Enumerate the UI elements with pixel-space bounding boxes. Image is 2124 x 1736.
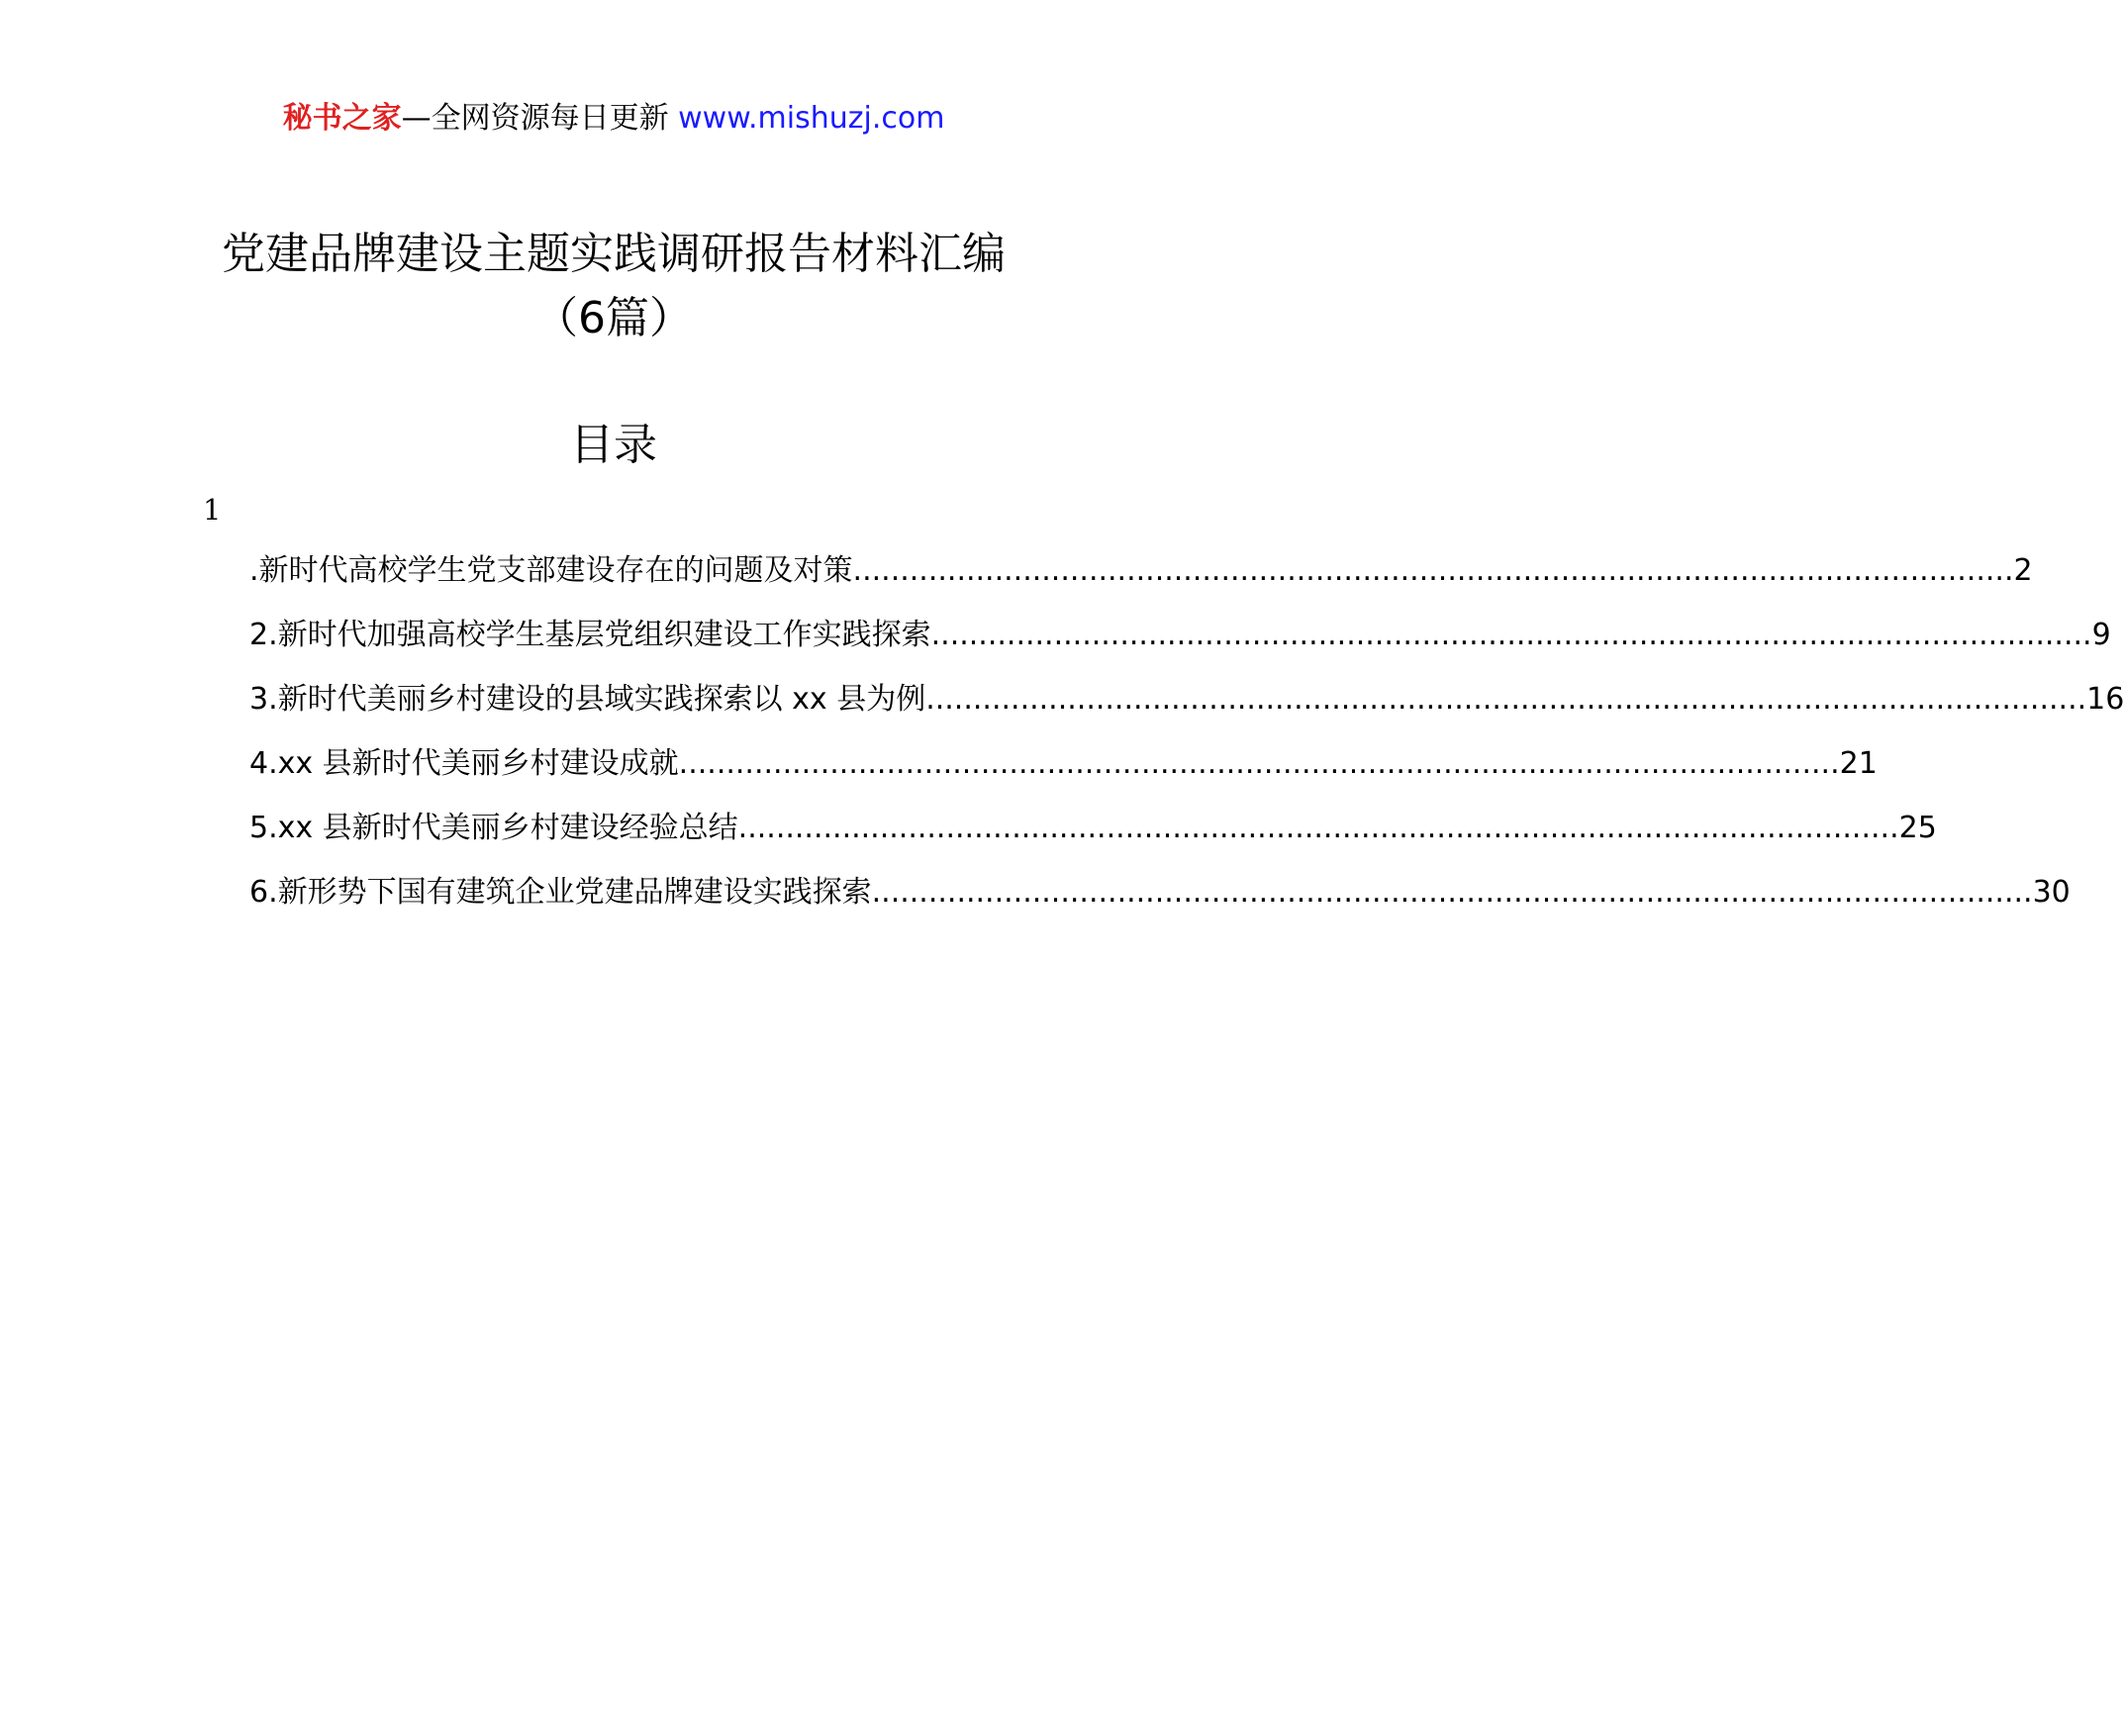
toc-entry-page: 30 [2032, 875, 2071, 910]
toc-entry-title: .新时代高校学生党支部建设存在的问题及对策 [249, 553, 853, 588]
toc-entry-title: 4.xx 县新时代美丽乡村建设成就 [249, 746, 679, 781]
toc-entry-page: 9 [2091, 618, 2111, 652]
toc-entry-page: 21 [1839, 746, 1878, 781]
toc-leader-dots [872, 871, 2033, 915]
site-url-link[interactable]: www.mishuzj.com [678, 101, 945, 136]
slogan: —全网资源每日更新 [401, 101, 669, 136]
site-header [0, 99, 1227, 139]
document-title: 党建品牌建设主题实践调研报告材料汇编 [222, 229, 1006, 279]
toc-entry-title: 2.新时代加强高校学生基层党组织建设工作实践探索 [249, 618, 931, 652]
toc-entry-page: 25 [1898, 811, 1937, 845]
toc-entry-title: 5.xx 县新时代美丽乡村建设经验总结 [249, 811, 738, 845]
toc-leader-dots [931, 614, 2092, 657]
document-title-count: （6篇） [534, 293, 693, 343]
toc-heading: 目录 [570, 420, 657, 470]
toc-leader-dots [738, 807, 1899, 850]
toc-entry[interactable] [249, 549, 2033, 614]
brand-name: 秘书之家 [282, 101, 402, 136]
toc-entry[interactable] [249, 742, 1878, 807]
section-number: 1 [203, 493, 222, 527]
table-of-contents [249, 549, 2124, 935]
toc-leader-dots [853, 549, 2014, 593]
toc-leader-dots [679, 742, 1840, 786]
toc-entry-title: 3.新时代美丽乡村建设的县域实践探索以 xx 县为例 [249, 682, 926, 717]
toc-entry[interactable] [249, 678, 2124, 742]
toc-entry[interactable] [249, 614, 2111, 678]
toc-entry-title: 6.新形势下国有建筑企业党建品牌建设实践探索 [249, 875, 872, 910]
toc-entry-page: 2 [2013, 553, 2033, 588]
toc-entry-page: 16 [2086, 682, 2124, 717]
toc-entry[interactable] [249, 871, 2071, 935]
toc-entry[interactable] [249, 807, 1937, 871]
toc-leader-dots [925, 678, 2086, 722]
